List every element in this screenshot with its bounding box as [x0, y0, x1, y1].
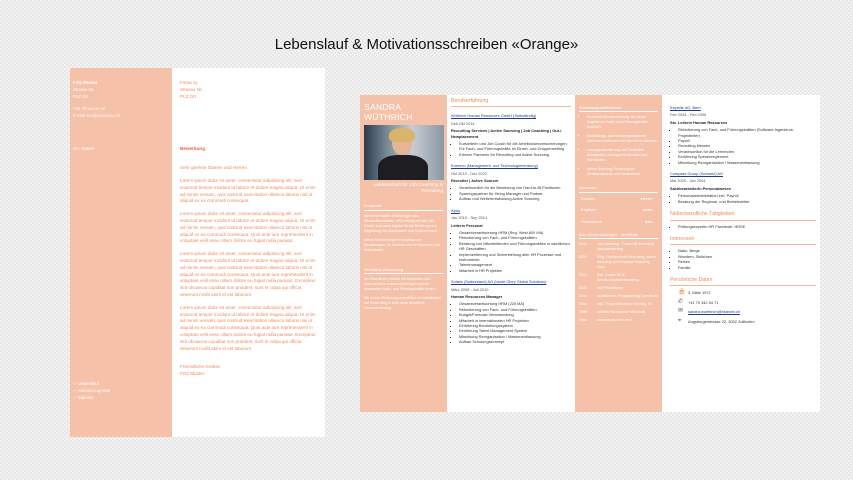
signature: Fritz Muster: [180, 371, 205, 377]
paragraph: Lorem ipsum dolor sit amet, consectetur adipisicing elit, sed eiusmod tempor incidunt ut labore et dolore magna aliqua. Ut enim ad minim veniam, quis nostrud exercitation ullamco laboris nisi ut aliquid ex ea commodi consequat. Quis aute iure reprehenderit in voluptate velit esse cillum dolore eu fugiat nulla pariatur. Excepteur sint obcaecat cupiditat non proident, sunt in culpa qui officia deserunt mollit anim id est laborum.: [180, 251, 316, 297]
sender-email: E-Mail xxx@xxxxxxxx.ch: [73, 113, 121, 119]
job-role: Recruiting Services | Active Sourcing | Job Coaching | Out-/ Newplacement: [451, 128, 562, 139]
education-text: Dipl. Coach SCA; Berufs-/Laufbahnberatung: [597, 273, 639, 283]
education-row: [579, 255, 658, 270]
interests-list: [670, 248, 816, 270]
task-item: ▪ Kursleiterin und Job Coach für die Arbeitslosenversicherungen: Für Fach- und Führungskräfte im Einzel- und Gruppensetting: [459, 141, 571, 152]
interest-item: ▪ Familie: [678, 265, 816, 270]
task-item: ▪ Verantwortlich für die Besetzung von Hard-to-fill Positionen: [459, 185, 571, 190]
cv-name: SANDRA WÜTHRICH: [364, 102, 413, 122]
task-item: ▪ Gesamtverantwortung HRM (Reg. West 800 MA): [459, 230, 571, 235]
task-item: ▪ Budget/Forecast Verantwortung: [459, 312, 571, 317]
company-link[interactable]: Keymile AG, Bern: [670, 105, 701, 110]
education-text: Eidg. Fachausweis Recruiting; Active Sourcing und Employer Branding Kurs: [597, 255, 656, 270]
qualification-item: ▪ Active Sourcing: Erfahrung im Direktansprache und Netzwerken.: [587, 167, 658, 177]
email-link[interactable]: sandra.wuethrich@bluewin.ch: [688, 309, 740, 315]
education-row: [579, 286, 658, 291]
education-year: 1998: [579, 310, 587, 315]
task-item: ▪ Mitarbeit in HR Projekten: [459, 268, 571, 273]
attachment-item: ✓ Lebenslauf: [73, 381, 99, 386]
job-tasks: [451, 185, 571, 201]
letter-sidebar: [70, 68, 172, 437]
section-heading: Aus-/Weiterbildungen - Zertifikate: [579, 232, 658, 239]
job-date: März 2008 - Juli 2010: [451, 286, 489, 292]
address-row: ⌖ Augsburgerstrasse 22, 3052 Zollikofen: [678, 317, 755, 324]
company-link[interactable]: Compass Group (Schweiz) AG: [670, 171, 723, 177]
company-link[interactable]: Wüthrich Human Resources GmbH (Selbständig): [451, 113, 536, 119]
task-item: ▪ Aufbau Schulungskonzept: [459, 339, 571, 344]
education-text: Kaufmännische Lehre: [597, 318, 632, 323]
cake-icon: 🎂: [678, 289, 686, 296]
qualification-item: ▪ Lösungsorientierung und Flexibilität: Individuelle Lösungen für Kunden und Kandidaten.: [587, 148, 658, 163]
section-heading: Sprachen: [579, 185, 658, 192]
section-heading: Nebenberufliche Tätigkeiten: [670, 212, 816, 220]
recipient-street: Strasse Nr.: [180, 86, 203, 92]
letter-body: [180, 80, 318, 378]
cv-tagline: Leidenschaft für Job Coaching & Recruiting: [373, 183, 443, 195]
qualification-item: ▪ Fundierte Berufserfahrung: Bis heute begleite ich Fach- und Führungskräfte beruflich.: [587, 115, 658, 130]
task-item: ▪ Einführung Talent Management System: [459, 328, 571, 333]
goal-text: Mit meiner Erfahrung unterstütze ich Kandidaten auf ihrem Weg in eine neue berufliche Herausforderung.: [364, 296, 442, 311]
page-title: Lebenslauf & Motivationsschreiben «Orange»: [274, 36, 579, 53]
job-role: Stv. Leiterin Human Resources: [670, 119, 728, 125]
job-role: Leiterin Personal: [451, 222, 483, 228]
recipient-city: PLZ Ort: [180, 93, 197, 99]
profile-text: Meine Stärken liegen im Aufbau von Beziehungen, im Zuhören und im Erkennen von Potenzialen.: [364, 237, 441, 252]
attachment-item: ✓ Diplome: [73, 394, 94, 400]
education-text: Arbeitsrecht; Projektleitung Grundkurs: [597, 294, 658, 299]
company-link[interactable]: Enerevo (Management- und Technologieberatung): [451, 163, 538, 169]
sender-phone: +41 79 xxx xx xx: [73, 106, 105, 112]
company-link[interactable]: Solaris (Switzerland) AG (heute Glory Global Solutions): [451, 279, 547, 285]
education-year: 2013: [579, 273, 587, 278]
section-heading: Berufliche Zielsetzung: [364, 267, 443, 274]
education-year: 2010: [579, 294, 587, 299]
experience-column: [447, 95, 575, 412]
experience-column-2: [662, 95, 820, 412]
task-item: ▪ Beratung der Regional- und Betriebsleiter: [678, 199, 816, 204]
job-role: Sachbearbeiterin Personalwesen: [670, 185, 731, 191]
language-row: [581, 219, 652, 224]
goal-text: Als Recruiterin möchte ich Menschen und Unternehmen zusammenbringen und die passenden Fach- und Führungskräfte finden.: [364, 277, 436, 292]
education-row: [579, 273, 658, 283]
side-activities-list: [670, 224, 816, 229]
paragraph: Lorem ipsum dolor sit amet, consectetur adipisicing elit, sed eiusmod tempor incidunt ut labore et dolore magna aliqua. Ut enim ad minim veniam, quis nostrud exercitation ullamco laboris nisi ut aliquid ex ea commodi consequat. Quis aute iure reprehenderit in voluptate velit esse cillum dolore eu fugiat nulla pariatur. Excepteur sint obcaecat cupiditat non proident, sunt in culpa qui officia deserunt mollit anim id est laborum.: [180, 304, 316, 351]
language-row: [581, 207, 652, 212]
task-item: ▪ Gesamtverantwortung HRM (220 MA): [459, 301, 571, 306]
section-heading: Schlüsselqualifikationen: [579, 105, 658, 112]
job-tasks: [670, 127, 816, 165]
cv-preview: [360, 95, 820, 412]
task-item: ▪ Talentmanagement: [459, 262, 571, 267]
language-level: ●●●●: [642, 207, 652, 213]
language-name: Französisch: [581, 218, 602, 224]
task-item: ▪ Rekrutierung von Fach- und Führungskräften (Software-Ingenieure, Projektleiter): [678, 127, 816, 138]
education-row: [579, 310, 658, 315]
interest-item: ▪ Reisen: [678, 259, 816, 264]
task-item: ▪ Einführung Spesenreglement: [678, 154, 816, 159]
recipient-company: Firma xy: [180, 80, 198, 85]
attachment-item: ✓ Arbeitszeugnisse: [73, 387, 111, 393]
education-text: Job Coaching - Coach für berufliche Neuorientierung: [597, 242, 655, 252]
phone-row: ✆ +41 79 342 54 71: [678, 298, 719, 305]
education-row: [579, 302, 658, 307]
sender-street: Strasse Nr.: [73, 86, 95, 92]
job-date: Feb 2004 - Feb 2008: [670, 112, 707, 118]
section-heading: Kurzprofil: [364, 203, 443, 210]
qualification-item: ▪ Einfühlungs- und Überzeugungskraft: Vertrauen aufbauen und Menschen abholen.: [587, 134, 658, 144]
language-row: [581, 196, 652, 201]
task-item: ▪ Beratung von Mitarbeitenden und Führungskräften in sämtlichen HR Geschäften: [459, 241, 571, 252]
job-date: Okt 2019 - Dez 2022: [451, 170, 487, 176]
job-role: Human Resources Manager: [451, 293, 503, 299]
profile-text: Meine wertvollen Erfahrungen aus Personalbereichen, HR-Leitung und als Job Coach sind mein Kapital für die Beratung und Begleitung von Kandidaten und Unternehmen.: [364, 213, 438, 233]
section-heading: Berufserfahrung: [451, 99, 571, 107]
job-date: Jan 2010 - Sep 2014: [451, 215, 488, 221]
paragraph: Lorem ipsum dolor sit amet, consectetur adipisicing elit, sed eiusmod tempor incidunt ut labore et dolore magna aliqua. Ut enim ad minim veniam, quis nostrud exercitation ullamco laboris nisi ut aliquid ex ea commodi consequat.: [180, 177, 316, 204]
job-date: Seit Okt 2014: [451, 120, 475, 126]
education-row: [579, 294, 658, 299]
task-item: ▪ Rekrutierung von Fach- und Führungskräften: [459, 235, 571, 240]
closing: Freundliche Grüsse: [180, 364, 221, 370]
attachments-list: [73, 381, 110, 401]
sender-name: Fritz Muster: [73, 80, 98, 85]
side-activity-item: ▪ Prüfungsexpertin HR Fachleute, HRSE: [678, 224, 816, 229]
salutation: Sehr geehrte Damen und Herren: [180, 165, 247, 171]
education-year: 2021: [579, 242, 587, 247]
mail-icon: ✉: [678, 308, 684, 315]
email-row: [678, 309, 816, 314]
cv-left-sidebar: [360, 95, 447, 412]
language-level: ●●●: [644, 218, 652, 224]
task-item: ▪ Externe Partnerin für Recruiting und Active Sourcing: [459, 152, 571, 157]
task-item: ▪ Implementierung und Sicherstellung aller HR Prozesse und Instrumente: [459, 252, 571, 263]
interest-item: ▪ Wandern, Skifahren: [678, 254, 816, 259]
job-tasks: [451, 301, 571, 344]
education-text: NLP Practitioner: [597, 286, 624, 291]
place-date: Ort, Datum: [73, 145, 95, 151]
education-year: 2019: [579, 255, 587, 260]
phone-icon: ✆: [678, 298, 684, 305]
task-item: ▪ Sparringspartner für Hiring Manager und Partner: [459, 191, 571, 196]
education-year: 2005: [579, 302, 587, 307]
interest-item: ▪ Natur, Berge: [678, 248, 816, 253]
task-item: ▪ Rekrutierung von Fach- und Führungskräften: [459, 307, 571, 312]
education-text: Dipl. Personalfachfrau mit eidg. FA: [597, 302, 653, 307]
task-item: ▪ Payroll: [678, 138, 816, 143]
birthday-row: 🎂 3. März 1972: [678, 289, 711, 296]
task-item: ▪ Einführung Beurteilungssystem: [459, 323, 571, 328]
profile-photo: [364, 125, 444, 180]
section-heading: Interessen: [670, 237, 816, 245]
education-row: [579, 242, 658, 252]
task-item: ▪ Personaladministration inkl. Payroll: [678, 193, 816, 198]
task-item: ▪ Mitwirkung Reorganisation / Massenentlassung: [459, 334, 571, 339]
paragraph: Lorem ipsum dolor sit amet, consectetur adipisicing elit, sed eiusmod tempor incidunt ut labore et dolore magna aliqua. Ut enim ad minim veniam, quis nostrud exercitation ullamco laboris nisi ut aliquid ex ea commodi consequat. Quis aute iure reprehenderit in voluptate velit esse cillum dolore eu fugiat nulla pariatur.: [180, 211, 316, 244]
location-icon: ⌖: [678, 317, 682, 324]
job-tasks: [451, 230, 571, 273]
language-name: Deutsch: [581, 195, 596, 201]
cv-right-sidebar: [575, 95, 662, 412]
qualifications-list: [579, 115, 658, 177]
sender-city: PLZ Ort: [73, 93, 89, 99]
letter-subject: Bewerbung: [180, 146, 206, 152]
education-row: [579, 318, 658, 323]
education-year: 2011: [579, 286, 587, 291]
job-tasks: [670, 193, 816, 204]
language-level: ●●●●●: [640, 195, 652, 201]
company-link[interactable]: Alpiq: [451, 207, 460, 213]
cover-letter-preview: [70, 68, 325, 437]
task-item: ▪ Mitwirkung Reorganisation / Massenentlassung: [678, 160, 816, 165]
section-heading: Persönliche Daten: [670, 278, 816, 286]
task-item: ▪ Recruiting Messen: [678, 143, 816, 148]
task-item: ▪ Verantwortlich für die Lernenden: [678, 149, 816, 154]
job-role: Recruiter | Active Sourcer: [451, 178, 499, 184]
task-item: ▪ Aufbau und Weiterentwicklung Active Sourcing: [459, 196, 571, 201]
job-date: Mai 2000 - Jan 2004: [670, 178, 706, 184]
education-text: Höhere Fachschule Wirtschaft: [597, 310, 646, 315]
education-year: 1992: [579, 318, 587, 323]
language-name: Englisch: [581, 207, 596, 213]
job-tasks: [451, 141, 571, 157]
task-item: ▪ Mitarbeit in internationalen HR Projekten: [459, 318, 571, 323]
